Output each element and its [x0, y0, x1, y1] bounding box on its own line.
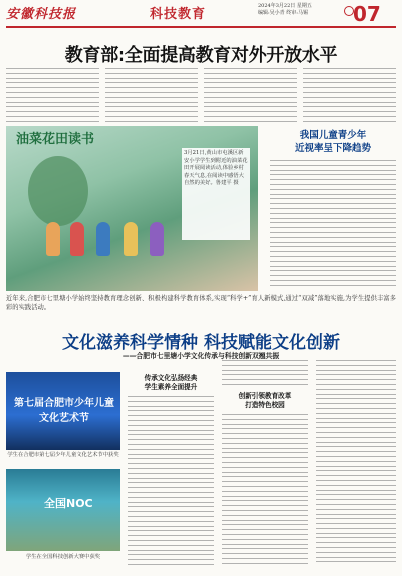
photo-title: 油菜花田读书 — [16, 132, 95, 147]
feature-subhead: ——合肥市七里塘小学文化传承与科技创新双翘共振 — [122, 352, 280, 360]
page-number: 07 — [353, 2, 381, 26]
date-line — [258, 3, 344, 17]
side-headline-line-2: 近视率呈下降趋势 — [294, 143, 371, 154]
photo-caption: 3月21日,黄山市屯溪区新安小学学生到附近的油菜花田开展阅读活动,体验乡村春天气息,在阅读中感悟大自然的美好。鲁建平 摄 — [182, 148, 250, 240]
lead-column-1 — [6, 68, 99, 124]
feature-column-4 — [316, 360, 396, 568]
photo-banner-text: 第七届合肥市少年儿童文化艺术节 — [14, 398, 114, 424]
column-3-heading — [222, 392, 308, 410]
masthead-rule — [6, 26, 396, 28]
feature-column-3-top — [222, 360, 308, 388]
lead-column-2 — [105, 68, 198, 124]
column-heading-line: 打造特色校园 — [245, 401, 285, 409]
side-headline-line-1: 我国儿童青少年 — [299, 130, 367, 141]
column-heading-line: 学生素养全面提升 — [144, 383, 198, 391]
side-article-body — [270, 160, 396, 290]
newspaper-name: 安徽科技报 — [6, 7, 77, 22]
arts-festival-photo — [6, 372, 120, 450]
rapeseed-reading-photo — [6, 126, 258, 291]
feature-intro: 近年来,合肥市七里塘小学始终坚持教育理念创新、积极构建科学教育体系,实现“科学+”育人新模式,通过“双减”落地实施,为学生提供丰富多彩的实践活动。 — [6, 295, 396, 311]
student-figure — [150, 222, 164, 256]
lead-headline: 教育部:全面提高教育对外开放水平 — [64, 45, 338, 66]
lead-column-3 — [204, 68, 297, 124]
column-heading-line: 传承文化弘扬经典 — [144, 374, 198, 382]
student-figure — [124, 222, 138, 256]
student-figure — [96, 222, 110, 256]
feature-headline: 文化滋养科学情种 科技赋能文化创新 — [62, 333, 340, 353]
photo-banner-text: 全国NOC — [44, 497, 93, 510]
section-name: 科技教育 — [150, 7, 207, 22]
tech-contest-photo — [6, 469, 120, 551]
side-headline — [270, 129, 396, 155]
student-figure — [46, 222, 60, 256]
issue-date: 2024年3月22日 星期五 — [258, 3, 312, 9]
photo-caption: 学生在全国科技创新大赛中获奖 — [25, 554, 101, 560]
tree-shape — [28, 156, 88, 226]
feature-column-2 — [128, 396, 214, 568]
feature-column-3 — [222, 414, 308, 568]
editor-line: 编辑:吴小青 终审:马锡 — [258, 10, 308, 16]
photo-caption: 学生在合肥市第七届少年儿童文化艺术节中获奖 — [7, 452, 119, 458]
student-figure — [70, 222, 84, 256]
lead-column-4 — [303, 68, 396, 124]
column-heading-line: 创新引领教育改革 — [238, 392, 292, 400]
column-2-heading — [128, 374, 214, 392]
